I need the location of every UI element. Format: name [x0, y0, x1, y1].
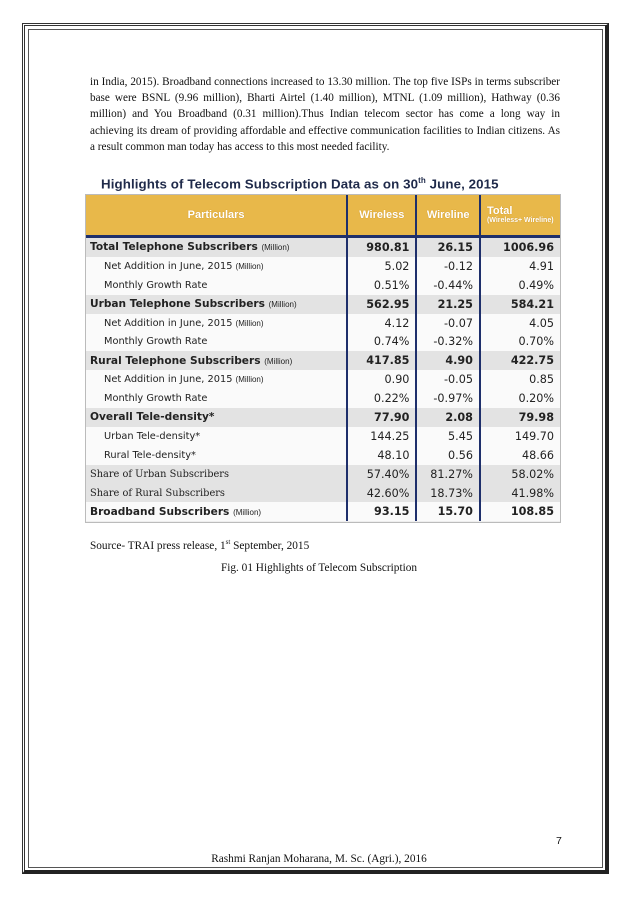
row-unit: (Million) [235, 261, 264, 271]
cell-wireless: 42.60% [347, 484, 416, 503]
row-label-text: Monthly Growth Rate [104, 336, 208, 348]
cell-wireline: -0.44% [416, 276, 480, 295]
row-label-text: Share of Urban Subscribers [90, 468, 229, 480]
row-label [86, 446, 347, 465]
cell-wireline: 0.56 [416, 446, 480, 465]
row-label-text: Urban Tele-density* [104, 430, 201, 442]
row-label [86, 408, 347, 427]
cell-wireless: 562.95 [347, 295, 416, 314]
row-label [86, 389, 347, 408]
table-title-prefix: Highlights of Telecom Subscription Data as on 30 [101, 176, 419, 192]
table-body [86, 237, 560, 522]
cell-total: 48.66 [480, 446, 560, 465]
table-row [86, 257, 560, 276]
row-label [86, 295, 347, 314]
table-row [86, 295, 560, 314]
row-unit: (Million) [235, 375, 264, 385]
body-paragraph: in India, 2015). Broadband connections increased to 13.30 million. The top five ISPs in terms subscriber base were BSNL (9.96 million), Bharti Airtel (1.40 million), MTNL (1.09 million), Hathway (0.36 million) and You Broadband (0.31 million).Thus Indian telecom sector has come a long way in achieving its dream of providing affordable and effective communication facilities to Indian citizens. As a result common man today has access to this most needed facility. [90, 76, 560, 153]
figure-caption: Fig. 01 Highlights of Telecom Subscription [220, 562, 418, 574]
cell-total: 149.70 [480, 427, 560, 446]
table-row [86, 314, 560, 333]
cell-wireless: 48.10 [347, 446, 416, 465]
telecom-table [86, 195, 560, 521]
cell-wireline: 2.08 [416, 408, 480, 427]
table-title [101, 176, 541, 191]
cell-wireline: -0.12 [416, 257, 480, 276]
cell-wireline: -0.07 [416, 314, 480, 333]
table-row [86, 389, 560, 408]
header-particulars: Particulars [86, 195, 347, 237]
row-label [86, 427, 347, 446]
cell-wireless: 4.12 [347, 314, 416, 333]
header-total-label: Total [486, 205, 513, 217]
row-unit: (Million) [233, 507, 262, 517]
cell-total: 584.21 [480, 295, 560, 314]
cell-total: 41.98% [480, 484, 560, 503]
cell-wireline: -0.32% [416, 332, 480, 351]
cell-total: 0.20% [480, 389, 560, 408]
table-row [86, 484, 560, 503]
header-total [480, 195, 560, 237]
row-label-text: Monthly Growth Rate [104, 279, 208, 291]
cell-wireless: 144.25 [347, 427, 416, 446]
table-row [86, 351, 560, 370]
row-label-text: Net Addition in June, 2015 [104, 260, 233, 272]
table-row [86, 502, 560, 521]
cell-wireless: 0.74% [347, 332, 416, 351]
cell-wireline: -0.05 [416, 370, 480, 389]
header-total-sub: (Wireless+ Wireline) [486, 217, 554, 224]
row-label-text: Rural Tele-density* [104, 449, 196, 461]
source-sup: st [225, 538, 231, 546]
header-wireline: Wireline [416, 195, 480, 237]
cell-wireline: 21.25 [416, 295, 480, 314]
telecom-table-image [86, 195, 560, 522]
row-label-text: Share of Rural Subscribers [90, 487, 225, 499]
source-prefix: Source- TRAI press release, 1 [90, 539, 226, 552]
row-label [86, 314, 347, 333]
source-note [90, 538, 309, 552]
cell-total: 1006.96 [480, 237, 560, 257]
cell-total: 4.05 [480, 314, 560, 333]
cell-wireless: 0.51% [347, 276, 416, 295]
table-row [86, 408, 560, 427]
table-header-row [86, 195, 560, 237]
table-row [86, 276, 560, 295]
header-wireless: Wireless [347, 195, 416, 237]
cell-total: 0.70% [480, 332, 560, 351]
cell-wireless: 77.90 [347, 408, 416, 427]
row-label [86, 257, 347, 276]
cell-total: 0.85 [480, 370, 560, 389]
cell-wireless: 93.15 [347, 502, 416, 521]
row-label-text: Urban Telephone Subscribers [90, 298, 265, 311]
row-label-text: Total Telephone Subscribers [90, 241, 258, 254]
row-label-text: Broadband Subscribers [90, 505, 230, 518]
row-label [86, 370, 347, 389]
cell-total: 79.98 [480, 408, 560, 427]
row-label-text: Net Addition in June, 2015 [104, 374, 233, 386]
cell-wireless: 57.40% [347, 465, 416, 484]
cell-wireline: 15.70 [416, 502, 480, 521]
page-number: 7 [556, 835, 562, 847]
row-label [86, 465, 347, 484]
cell-total: 422.75 [480, 351, 560, 370]
cell-wireless: 980.81 [347, 237, 416, 257]
footer-author: Rashmi Ranjan Moharana, M. Sc. (Agri.), 2016 [211, 853, 427, 865]
cell-wireless: 0.90 [347, 370, 416, 389]
source-suffix: September, 2015 [230, 539, 310, 552]
row-unit: (Million) [268, 300, 297, 310]
cell-wireless: 417.85 [347, 351, 416, 370]
cell-total: 0.49% [480, 276, 560, 295]
table-title-suffix: June, 2015 [425, 176, 499, 192]
table-title-sup: th [418, 176, 426, 185]
row-label [86, 276, 347, 295]
table-row [86, 237, 560, 257]
row-unit: (Million) [261, 243, 290, 253]
cell-total: 4.91 [480, 257, 560, 276]
cell-total: 58.02% [480, 465, 560, 484]
row-unit: (Million) [235, 318, 264, 328]
row-label [86, 332, 347, 351]
row-label-text: Overall Tele-density* [90, 411, 215, 424]
row-label [86, 502, 347, 521]
cell-wireless: 0.22% [347, 389, 416, 408]
table-row [86, 465, 560, 484]
cell-wireline: 18.73% [416, 484, 480, 503]
row-unit: (Million) [264, 356, 293, 366]
cell-wireline: 81.27% [416, 465, 480, 484]
table-row [86, 332, 560, 351]
row-label-text: Net Addition in June, 2015 [104, 317, 233, 329]
cell-wireline: 26.15 [416, 237, 480, 257]
cell-wireline: 4.90 [416, 351, 480, 370]
cell-wireless: 5.02 [347, 257, 416, 276]
row-label-text: Monthly Growth Rate [104, 393, 208, 405]
cell-total: 108.85 [480, 502, 560, 521]
row-label [86, 484, 347, 503]
row-label [86, 351, 347, 370]
table-row [86, 370, 560, 389]
cell-wireline: -0.97% [416, 389, 480, 408]
table-row [86, 446, 560, 465]
cell-wireline: 5.45 [416, 427, 480, 446]
row-label-text: Rural Telephone Subscribers [90, 354, 261, 367]
row-label [86, 237, 347, 257]
table-row [86, 427, 560, 446]
